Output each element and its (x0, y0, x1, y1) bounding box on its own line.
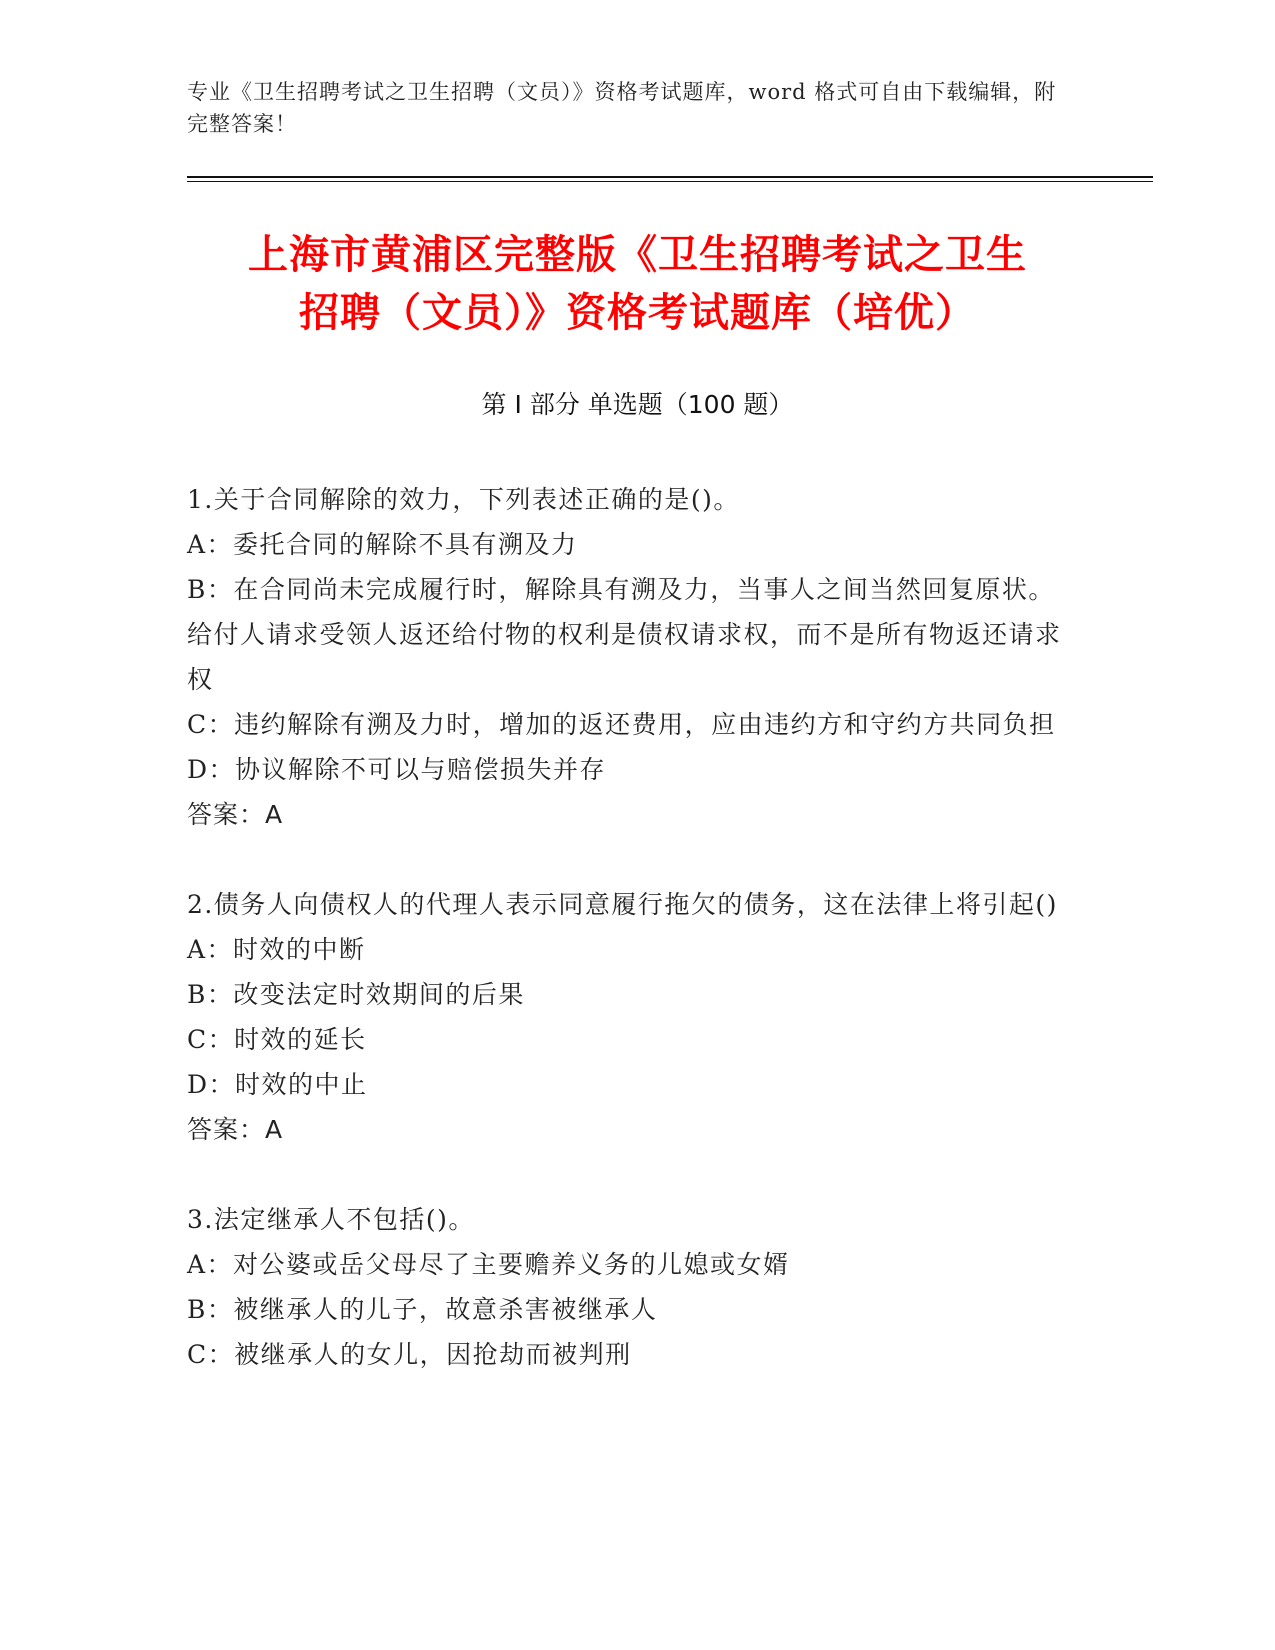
question-answer: 答案：A (187, 800, 284, 829)
question-stem: 3.法定继承人不包括()。 (187, 1205, 475, 1234)
header-divider-thin (187, 181, 1153, 182)
question-2 (187, 882, 1067, 1152)
question-3 (187, 1197, 1067, 1377)
question-option: A：时效的中断 (187, 935, 366, 964)
question-1 (187, 477, 1067, 837)
question-option: C：被继承人的女儿，因抢劫而被判刑 (187, 1340, 632, 1369)
question-answer: 答案：A (187, 1115, 284, 1144)
question-option: B：在合同尚未完成履行时，解除具有溯及力，当事人之间当然回复原状。给付人请求受领人返还给付物的权利是债权请求权，而不是所有物返还请求权 (187, 575, 1062, 694)
question-option: C：时效的延长 (187, 1025, 367, 1054)
question-stem: 2.债务人向债权人的代理人表示同意履行拖欠的债务，这在法律上将引起() (187, 890, 1058, 919)
question-option: B：被继承人的儿子，故意杀害被继承人 (187, 1295, 658, 1324)
question-list (187, 477, 1067, 1422)
document-title (150, 226, 1125, 342)
header-divider-thick (187, 176, 1153, 178)
question-option: B：改变法定时效期间的后果 (187, 980, 525, 1009)
question-option: A：对公婆或岳父母尽了主要赡养义务的儿媳或女婿 (187, 1250, 790, 1279)
question-stem: 1.关于合同解除的效力，下列表述正确的是()。 (187, 485, 740, 514)
section-title: 第 I 部分 单选题（100 题） (481, 390, 794, 419)
question-option: D：时效的中止 (187, 1070, 368, 1099)
header-note: 专业《卫生招聘考试之卫生招聘（文员）》资格考试题库，word 格式可自由下载编辑，附完整答案！ (187, 80, 1057, 136)
question-option: A：委托合同的解除不具有溯及力 (187, 530, 578, 559)
document-title-line-1: 上海市黄浦区完整版《卫生招聘考试之卫生 (248, 232, 1027, 278)
question-option: C：违约解除有溯及力时，增加的返还费用，应由违约方和守约方共同负担 (187, 710, 1056, 739)
question-option: D：协议解除不可以与赔偿损失并存 (187, 755, 607, 784)
document-title-line-2: 招聘（文员）》资格考试题库（培优） (299, 290, 976, 336)
